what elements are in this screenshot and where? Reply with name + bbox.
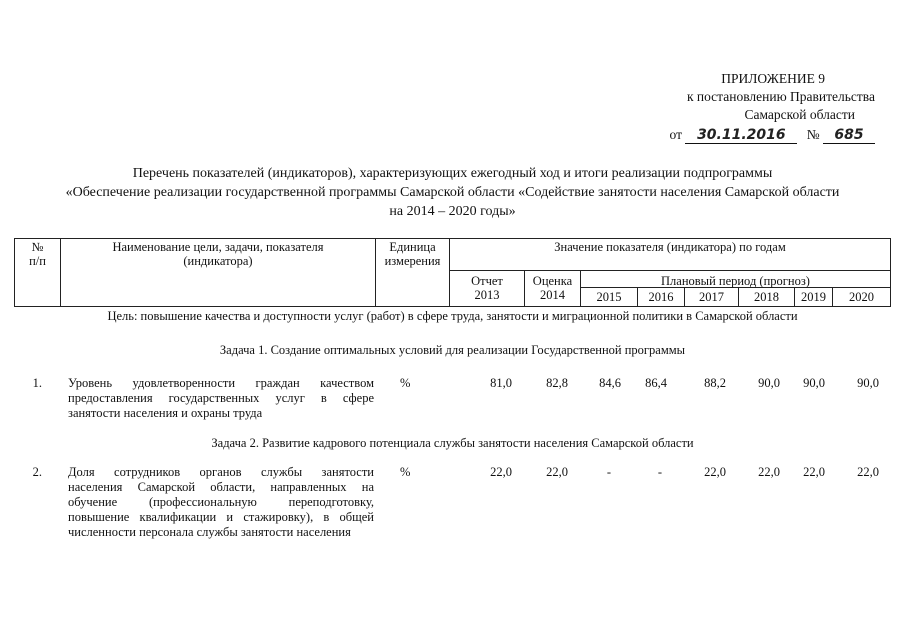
- indicator-table-header: [14, 238, 891, 307]
- value-2016: -: [657, 465, 662, 479]
- value-2020: 90,0: [857, 376, 879, 390]
- year-2019-header: 2019: [801, 290, 826, 304]
- title-line-2: «Обеспечение реализации государственной программы Самарской области «Содействие занятости населения Самарской области: [65, 185, 840, 200]
- annex-resolution-line: к постановлению Правительства: [686, 89, 875, 104]
- row-number: 2.: [32, 465, 42, 479]
- value-2013: 81,0: [490, 376, 512, 390]
- value-2017: 22,0: [704, 465, 726, 479]
- value-2015: -: [606, 465, 611, 479]
- annex-region-line: Самарской области: [744, 107, 855, 122]
- annex-block: [670, 70, 876, 144]
- col-name-header: Наименование цели, задачи, показателя (индикатора): [112, 240, 324, 268]
- value-2015: 84,6: [599, 376, 621, 390]
- task-1-title: Задача 1. Создание оптимальных условий для реализации Государственной программы: [219, 343, 686, 357]
- title-line-1: Перечень показателей (индикаторов), характеризующих ежегодный ход и итоги реализации подпрограммы: [132, 166, 773, 181]
- value-2014: 22,0: [546, 465, 568, 479]
- goal-line: Цель: повышение качества и доступности услуг (работ) в сфере труда, занятости и миграционной политики в Самарской области: [107, 309, 798, 323]
- annex-date-line: [670, 126, 876, 144]
- value-2019: 22,0: [803, 465, 825, 479]
- year-2018-header: 2018: [754, 290, 779, 304]
- year-2016-header: 2016: [648, 290, 674, 304]
- value-2016: 86,4: [645, 376, 667, 390]
- document-title: [0, 164, 905, 221]
- resolution-date: 30.11.2016: [685, 128, 797, 144]
- estimate-2014-header: Оценка 2014: [532, 274, 573, 302]
- value-2018: 22,0: [758, 465, 780, 479]
- unit-cell: %: [400, 465, 411, 479]
- value-2020: 22,0: [857, 465, 879, 479]
- indicator-name: Доля сотрудников органов службы занятости населения Самарской области, направленных на обучение (профессиональную переподготовку, повышение квалификации и стажировку), в общей численности персонала службы занятости населения: [68, 465, 374, 539]
- value-2014: 82,8: [546, 376, 568, 390]
- indicator-name: Уровень удовлетворенности граждан качеством предоставления государственных услуг в сфере занятости населения и охраны труда: [68, 376, 374, 420]
- planning-period-header: Плановый период (прогноз): [661, 274, 810, 288]
- unit-cell: %: [400, 376, 411, 390]
- values-group-header: Значение показателя (индикатора) по годам: [554, 240, 786, 254]
- value-2018: 90,0: [758, 376, 780, 390]
- col-unit-header: Единица измерения: [384, 240, 441, 268]
- number-prefix: №: [806, 127, 820, 142]
- col-number-header: № п/п: [29, 240, 46, 268]
- resolution-number: 685: [823, 128, 875, 144]
- value-2013: 22,0: [490, 465, 512, 479]
- value-2017: 88,2: [704, 376, 726, 390]
- title-line-3: на 2014 – 2020 годы»: [389, 204, 516, 219]
- date-prefix: от: [669, 127, 682, 142]
- task-2-title: Задача 2. Развитие кадрового потенциала службы занятости населения Самарской области: [211, 436, 694, 450]
- row-number: 1.: [32, 376, 42, 390]
- year-2017-header: 2017: [699, 290, 724, 304]
- report-2013-header: Отчет 2013: [471, 274, 503, 302]
- year-2015-header: 2015: [596, 290, 622, 304]
- year-2020-header: 2020: [849, 290, 874, 304]
- value-2019: 90,0: [803, 376, 825, 390]
- annex-title: ПРИЛОЖЕНИЕ 9: [721, 71, 825, 86]
